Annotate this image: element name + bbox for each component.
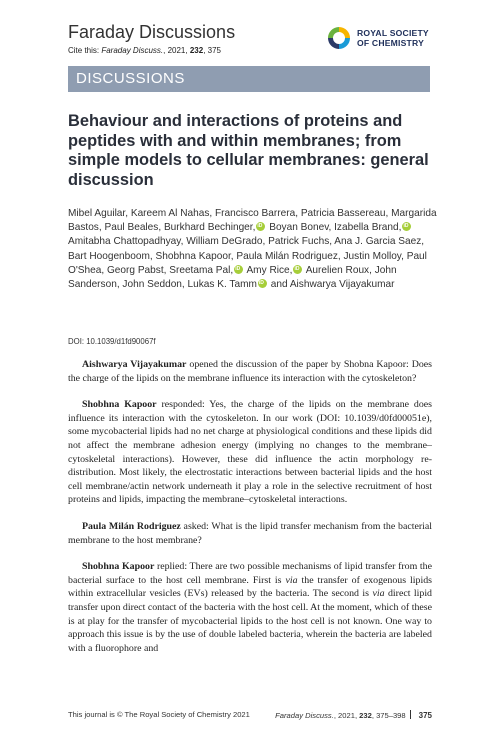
paragraph — [68, 560, 432, 655]
footer-volume: 232 — [359, 711, 372, 720]
author-group: Boyan Bonev, Izabella Brand, — [266, 222, 402, 234]
paragraph-italic: via — [372, 588, 385, 600]
footer-citation — [275, 710, 432, 720]
rsc-logo-icon — [326, 25, 352, 51]
publisher-line-1: ROYAL SOCIETY — [357, 28, 429, 38]
speaker-name: Paula Milán Rodriguez — [82, 520, 181, 532]
citation-line — [68, 46, 221, 55]
cite-year: , 2021, — [163, 46, 190, 55]
speaker-name: Shobhna Kapoor — [82, 561, 155, 573]
paragraph — [68, 520, 432, 547]
publisher-line-2: OF CHEMISTRY — [357, 38, 425, 48]
author-group: Aurelien Roux, John Sanderson, John Seddon, Lukas K. Tamm — [68, 264, 397, 291]
article-title: Behaviour and interactions of proteins and peptides with and within membranes; from simple models to cellular membranes: general discussion — [68, 112, 429, 189]
orcid-icon[interactable] — [402, 222, 411, 231]
author-group: Amy Rice, — [244, 264, 293, 276]
footer-journal: Faraday Discuss. — [275, 711, 334, 720]
author-list — [68, 207, 440, 292]
discussion-body — [68, 358, 432, 668]
cite-page: , 375 — [203, 46, 221, 55]
copyright-notice: This journal is © The Royal Society of Chemistry 2021 — [68, 710, 250, 719]
paragraph-italic: via — [285, 574, 298, 586]
orcid-icon[interactable] — [293, 265, 302, 274]
cite-prefix: Cite this: — [68, 46, 102, 55]
paragraph-text: direct lipid transfer upon direct contact of the bacteria with the host cell. At the moment, which of these is at play for the transfer of mycobacterial lipids to the host cell is not known. One way to approach this issue is by the use of double labeled bacteria, wherein the bacteria are labeled with a fluorophore and — [68, 588, 432, 654]
publisher-logo[interactable] — [326, 24, 429, 52]
speaker-name: Aishwarya Vijayakumar — [82, 359, 187, 370]
journal-name: Faraday Discussions — [68, 22, 236, 42]
footer-pages: , 375–398 — [371, 711, 406, 720]
orcid-icon[interactable] — [234, 265, 243, 274]
paragraph-text: the transfer of exogenous lipids within extracellular vesicles (EVs) released by the bacteria. The second is — [68, 574, 432, 600]
section-banner — [68, 66, 430, 92]
paragraph-text: asked: What is the lipid transfer mechanism from the bacterial membrane to the host membrane? — [68, 520, 432, 546]
paragraph — [68, 358, 432, 385]
speaker-name: Shobhna Kapoor — [82, 399, 157, 411]
page-number: 375 — [418, 711, 432, 720]
paragraph-text: responded: Yes, the charge of the lipids on the membrane does influence its interaction with the cytoskeleton. In our work (DOI: 10.1039/d0fd00051e), some mycobacterial lipids had no net charge at physiological conditions and these lipids did not affect the membrane adhesion energy (implying no changes to the membrane–cytoskeletal interactions). However, these did influence the actin morphology re-distribution. Most likely, the electrostatic interactions between bacterial lipids and the host cell membrane/actin network underneath it play a role in the selective recruitment of host proteins and lipids, impacting the membrane–cytoskeletal interactions. — [68, 399, 432, 506]
orcid-icon[interactable] — [258, 279, 267, 288]
author-group: Mibel Aguilar, Kareem Al Nahas, Francisco Barrera, Patricia Bassereau, Margarida Bastos, Paul Beales, Burkhard Bechinger, — [68, 208, 437, 234]
section-banner-label: DISCUSSIONS — [76, 70, 185, 87]
author-group: Amitabha Chattopadhyay, William DeGrado, Patrick Fuchs, Ana J. Garcia Saez, Bart Hoogenboom, Shobhna Kapoor, Paula Milán Rodriguez, Justin Molloy, Paul O'Shea, Georg Pabst, Sreetama Pal, — [68, 236, 427, 276]
cite-volume: 232 — [189, 46, 204, 55]
author-group: and Aishwarya Vijayakumar — [267, 279, 395, 291]
paragraph — [68, 398, 432, 507]
paragraph-text: opened the discussion of the paper by Shobna Kapoor: Does the charge of the lipids on the membrane influence its interaction with the cytoskeleton? — [68, 359, 433, 384]
footer-year: , 2021, — [333, 711, 360, 720]
paragraph-text: replied: There are two possible mechanisms of lipid transfer from the bacterial surface to the host cell membrane. First is — [68, 561, 432, 586]
orcid-icon[interactable] — [256, 222, 265, 231]
cite-journal: Faraday Discuss. — [101, 46, 164, 55]
doi-link[interactable]: DOI: 10.1039/d1fd90067f — [68, 337, 156, 346]
footer-divider — [410, 710, 411, 719]
